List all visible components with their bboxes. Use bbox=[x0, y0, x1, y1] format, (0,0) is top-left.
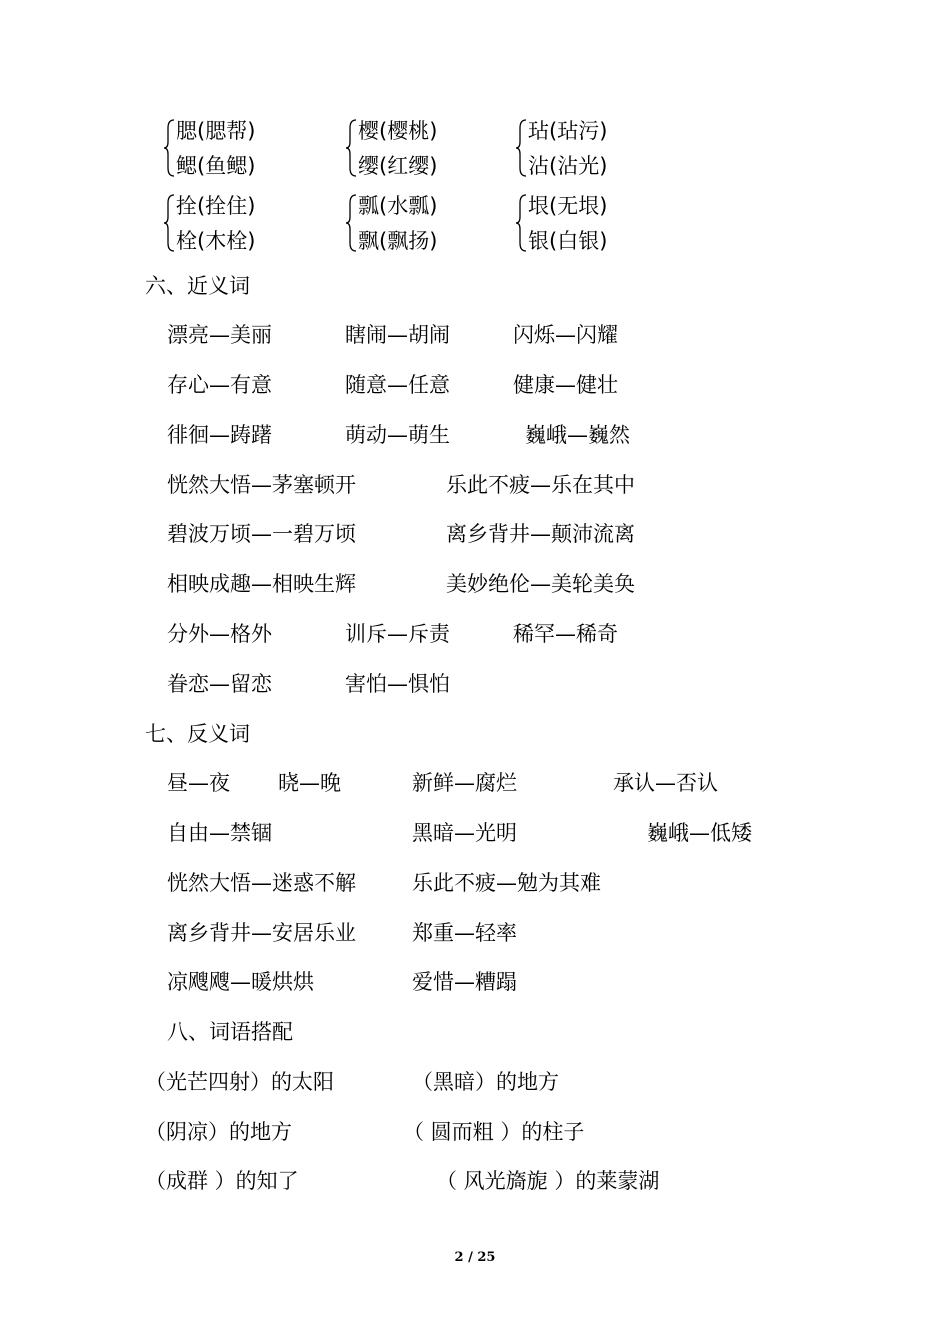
synonym-pair: 眷恋—留恋 bbox=[167, 672, 272, 696]
collocations-heading: 八、词语搭配 bbox=[167, 1020, 293, 1044]
brace-icon bbox=[346, 118, 358, 178]
synonym-pair: 美妙绝伦—美轮美奂 bbox=[446, 572, 635, 596]
synonym-pair: 健康—健壮 bbox=[513, 373, 618, 397]
synonym-pair: 闪烁—闪耀 bbox=[513, 323, 618, 347]
antonyms-heading: 七、反义词 bbox=[145, 722, 250, 746]
synonym-pair: 随意—任意 bbox=[345, 373, 450, 397]
group-word: 栓(木栓) bbox=[176, 229, 256, 253]
collocation-item: （光芒四射）的太阳 bbox=[145, 1070, 334, 1094]
group-word: 玷(玷污) bbox=[528, 119, 608, 143]
antonym-pair: 自由—禁锢 bbox=[167, 821, 272, 845]
group-word: 鳃(鱼鳃) bbox=[176, 154, 256, 178]
antonym-pair: 爱惜—糟蹋 bbox=[412, 970, 517, 994]
collocation-item: （阴凉）的地方 bbox=[145, 1120, 292, 1144]
synonym-pair: 萌动—萌生 bbox=[345, 423, 450, 447]
synonym-pair: 恍然大悟—茅塞顿开 bbox=[167, 473, 356, 497]
collocation-item: （黑暗）的地方 bbox=[412, 1070, 559, 1094]
synonym-pair: 徘徊—踌躇 bbox=[167, 423, 272, 447]
brace-icon bbox=[346, 193, 358, 253]
antonym-pair: 乐此不疲—勉为其难 bbox=[412, 871, 601, 895]
group-word: 瓢(水瓢) bbox=[358, 194, 438, 218]
synonym-pair: 瞎闹—胡闹 bbox=[345, 323, 450, 347]
antonym-pair: 离乡背井—安居乐业 bbox=[167, 921, 356, 945]
antonym-pair: 承认—否认 bbox=[613, 771, 718, 795]
collocation-item: （ 风光旖旎 ）的莱蒙湖 bbox=[436, 1169, 660, 1193]
synonym-pair: 害怕—惧怕 bbox=[345, 672, 450, 696]
synonym-pair: 存心—有意 bbox=[167, 373, 272, 397]
group-word: 飘(飘扬) bbox=[358, 229, 438, 253]
brace-icon bbox=[164, 118, 176, 178]
page-number: 2 / 25 bbox=[454, 1250, 496, 1265]
antonym-pair: 郑重—轻率 bbox=[412, 921, 517, 945]
antonym-pair: 巍峨—低矮 bbox=[647, 821, 752, 845]
synonym-pair: 漂亮—美丽 bbox=[167, 323, 272, 347]
synonym-pair: 稀罕—稀奇 bbox=[513, 622, 618, 646]
antonym-pair: 凉飕飕—暖烘烘 bbox=[167, 970, 314, 994]
synonyms-heading: 六、近义词 bbox=[145, 274, 250, 298]
brace-icon bbox=[516, 193, 528, 253]
synonym-pair: 碧波万顷—一碧万顷 bbox=[167, 522, 356, 546]
brace-icon bbox=[164, 193, 176, 253]
group-word: 沾(沾光) bbox=[528, 154, 608, 178]
group-word: 银(白银) bbox=[528, 229, 608, 253]
synonym-pair: 相映成趣—相映生辉 bbox=[167, 572, 356, 596]
group-word: 垠(无垠) bbox=[528, 194, 608, 218]
antonym-pair: 昼—夜 bbox=[167, 771, 230, 795]
collocation-item: （ 圆而粗 ）的柱子 bbox=[403, 1120, 585, 1144]
group-word: 拴(拴住) bbox=[176, 194, 256, 218]
synonym-pair: 巍峨—巍然 bbox=[525, 423, 630, 447]
collocation-item: （成群 ）的知了 bbox=[145, 1169, 299, 1193]
group-word: 樱(樱桃) bbox=[358, 119, 438, 143]
group-word: 腮(腮帮) bbox=[176, 119, 256, 143]
brace-icon bbox=[516, 118, 528, 178]
synonym-pair: 分外—格外 bbox=[167, 622, 272, 646]
group-word: 缨(红缨) bbox=[358, 154, 438, 178]
antonym-pair: 新鲜—腐烂 bbox=[412, 771, 517, 795]
synonym-pair: 离乡背井—颠沛流离 bbox=[446, 522, 635, 546]
antonym-pair: 黑暗—光明 bbox=[412, 821, 517, 845]
synonym-pair: 乐此不疲—乐在其中 bbox=[446, 473, 635, 497]
antonym-pair: 晓—晚 bbox=[278, 771, 341, 795]
antonym-pair: 恍然大悟—迷惑不解 bbox=[167, 871, 356, 895]
synonym-pair: 训斥—斥责 bbox=[345, 622, 450, 646]
